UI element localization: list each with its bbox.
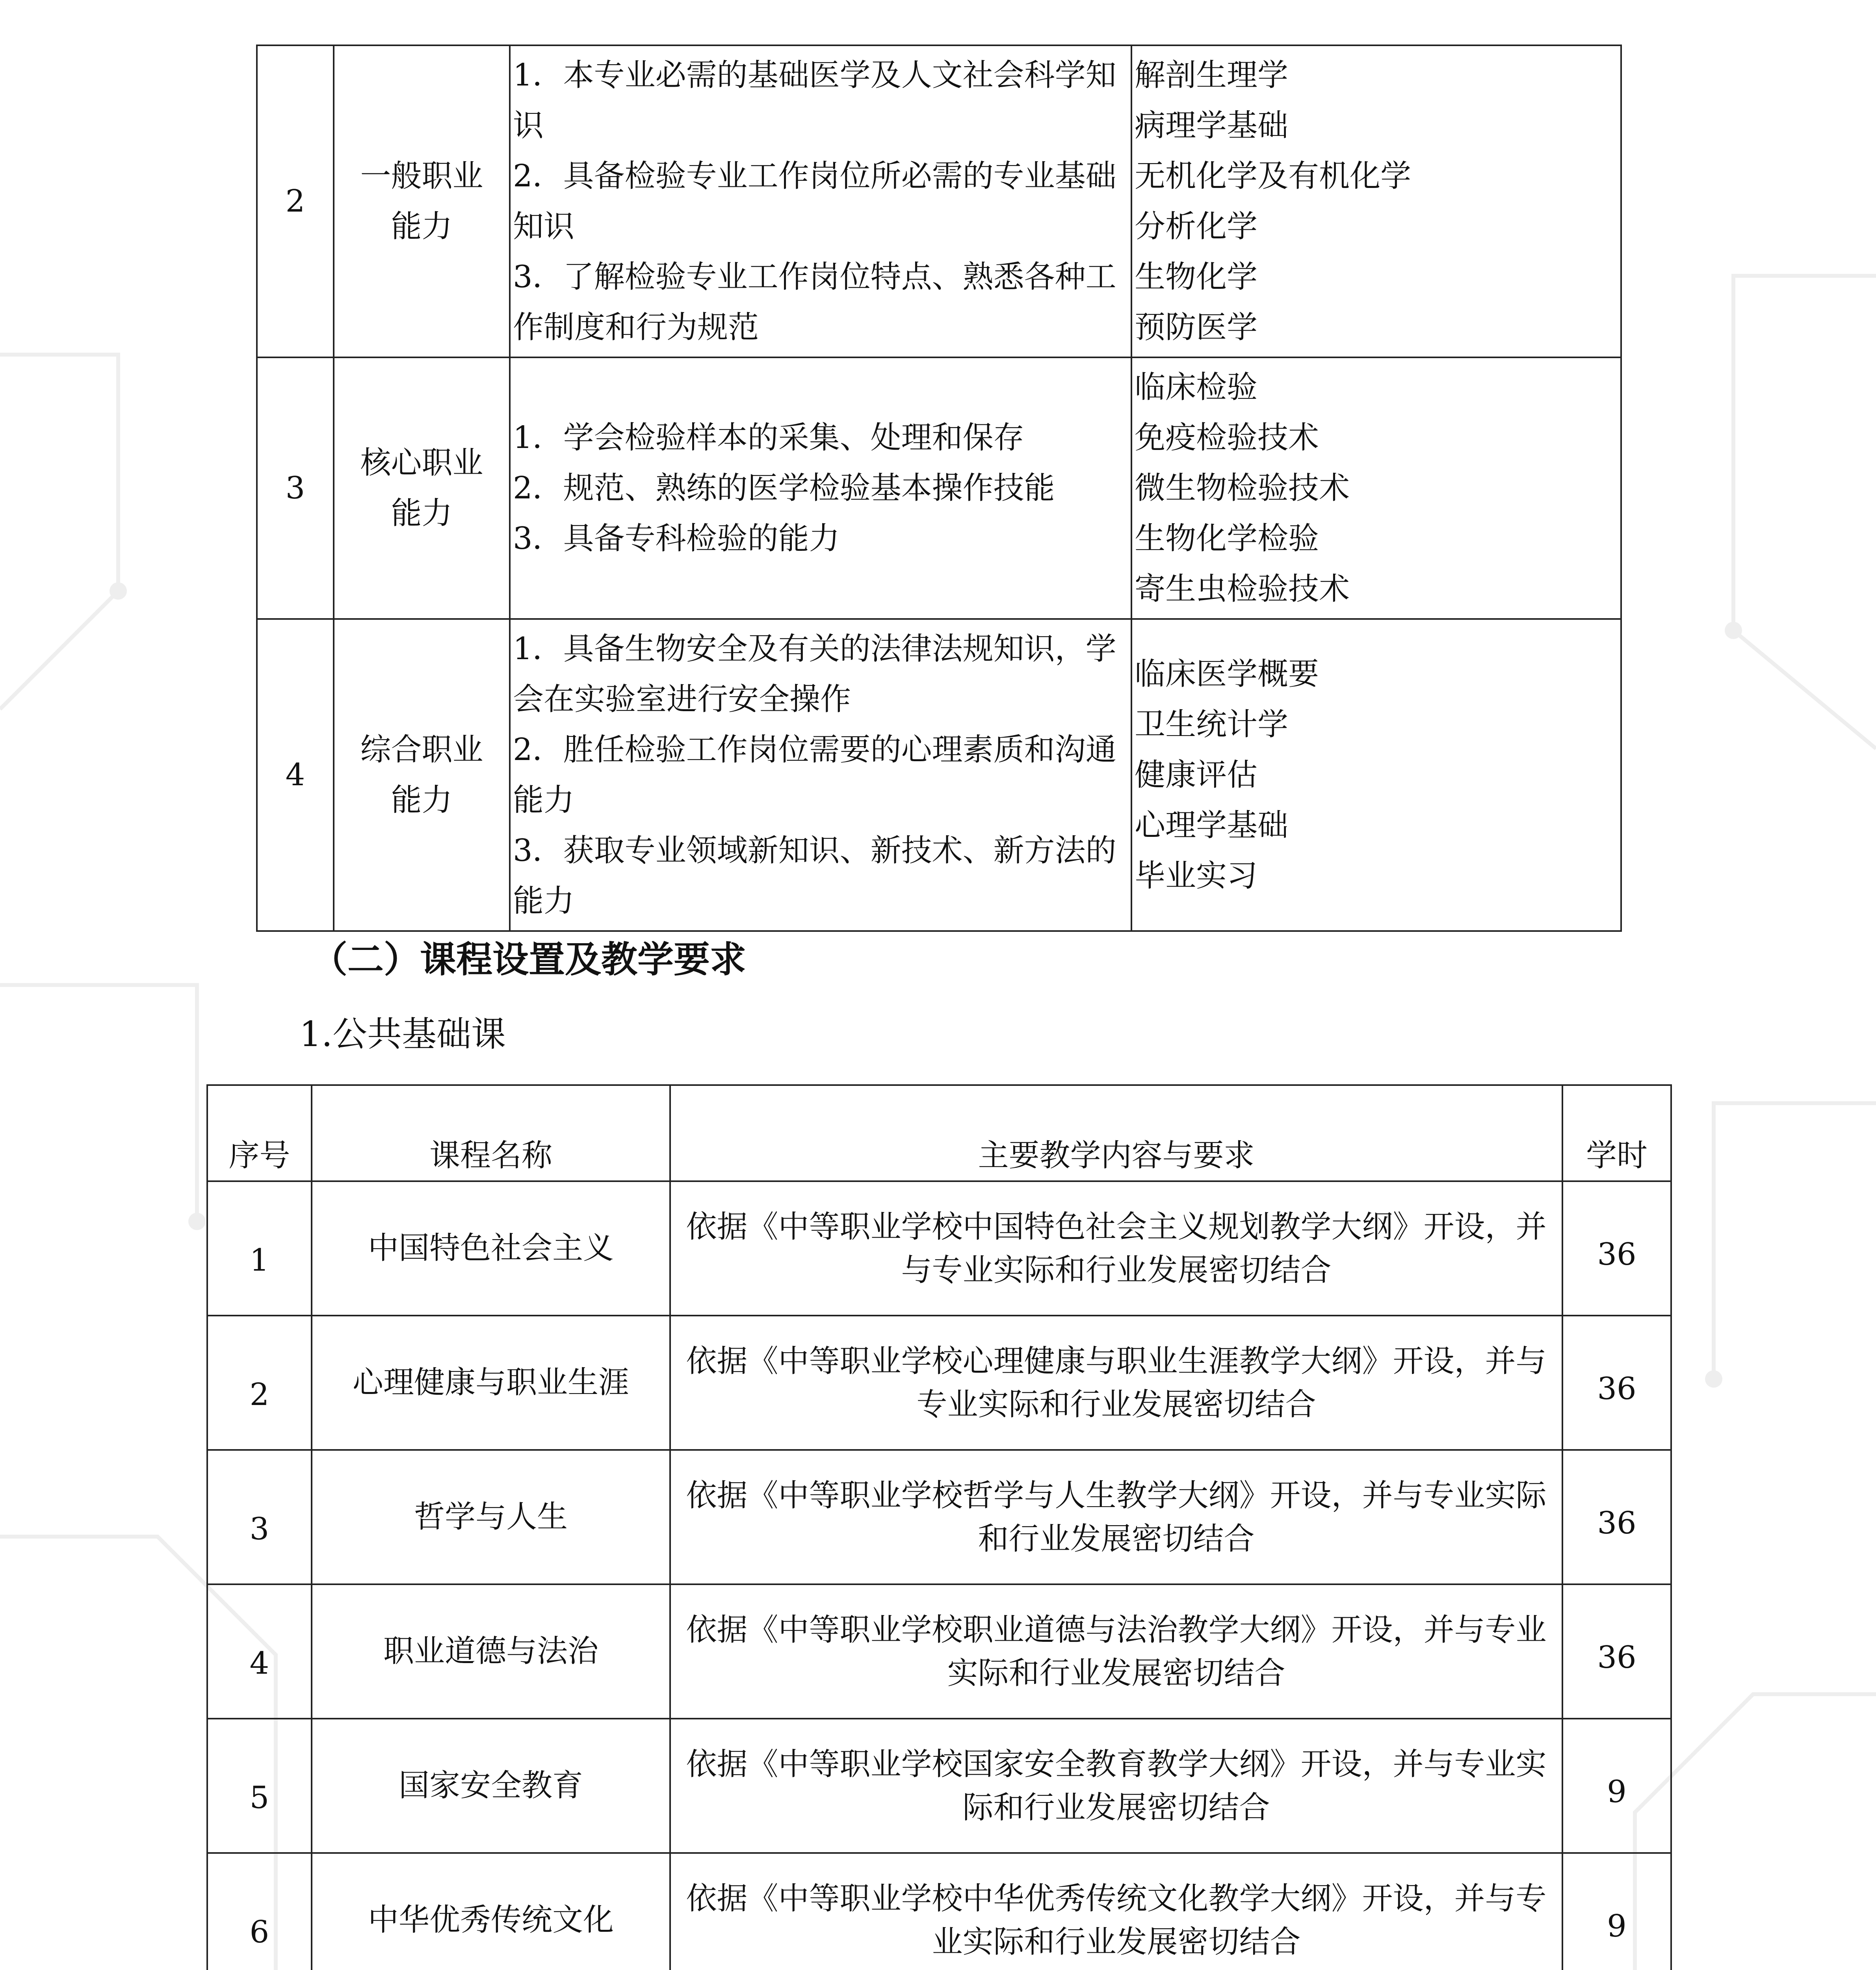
course-name: 哲学与人生 (312, 1450, 670, 1584)
section-heading: （二）课程设置及教学要求 (311, 938, 747, 981)
ability-name: 核心职业 能力 (334, 357, 510, 619)
ability-courses: 临床检验 免疫检验技术 微生物检验技术 生物化学检验 寄生虫检验技术 (1131, 357, 1621, 619)
ability-courses: 临床医学概要 卫生统计学 健康评估 心理学基础 毕业实习 (1131, 619, 1621, 931)
course-desc: 依据《中等职业学校哲学与人生教学大纲》开设，并与专业实际和行业发展密切结合 (670, 1450, 1562, 1584)
table-row (207, 1450, 1671, 1584)
ability-requirements: 1．本专业必需的基础医学及人文社会科学知识 2．具备检验专业工作岗位所必需的专业基础知识 3．了解检验专业工作岗位特点、熟悉各种工作制度和行为规范 (510, 45, 1131, 357)
course-num: 3 (207, 1450, 312, 1584)
course-desc: 依据《中等职业学校职业道德与法治教学大纲》开设，并与专业实际和行业发展密切结合 (670, 1584, 1562, 1719)
course-desc: 依据《中等职业学校中华优秀传统文化教学大纲》开设，并与专业实际和行业发展密切结合 (670, 1853, 1562, 1970)
table-row (257, 619, 1621, 931)
course-hours: 36 (1562, 1450, 1671, 1584)
course-name: 中华优秀传统文化 (312, 1853, 670, 1970)
row-number: 4 (257, 619, 334, 931)
course-hours: 9 (1562, 1719, 1671, 1853)
course-desc: 依据《中等职业学校国家安全教育教学大纲》开设，并与专业实际和行业发展密切结合 (670, 1719, 1562, 1853)
header-name: 课程名称 (312, 1085, 670, 1181)
table-row (207, 1719, 1671, 1853)
course-hours: 9 (1562, 1853, 1671, 1970)
abilities-table (256, 45, 1622, 932)
course-hours: 36 (1562, 1181, 1671, 1316)
ability-name: 综合职业 能力 (334, 619, 510, 931)
table-row (207, 1181, 1671, 1316)
table-row (257, 45, 1621, 357)
table-row (207, 1853, 1671, 1970)
table-row (257, 357, 1621, 619)
table-row (207, 1584, 1671, 1719)
ability-name: 一般职业 能力 (334, 45, 510, 357)
subsection-heading: 1.公共基础课 (299, 1014, 506, 1054)
ability-requirements: 1．具备生物安全及有关的法律法规知识，学会在实验室进行安全操作 2．胜任检验工作岗位需要的心理素质和沟通能力 3．获取专业领域新知识、新技术、新方法的能力 (510, 619, 1131, 931)
course-num: 6 (207, 1853, 312, 1970)
courses-table (206, 1084, 1672, 1970)
course-num: 1 (207, 1181, 312, 1316)
course-name: 心理健康与职业生涯 (312, 1316, 670, 1450)
course-num: 5 (207, 1719, 312, 1853)
header-hours: 学时 (1562, 1085, 1671, 1181)
header-desc: 主要教学内容与要求 (670, 1085, 1562, 1181)
course-desc: 依据《中等职业学校心理健康与职业生涯教学大纲》开设，并与专业实际和行业发展密切结合 (670, 1316, 1562, 1450)
course-name: 中国特色社会主义 (312, 1181, 670, 1316)
course-num: 2 (207, 1316, 312, 1450)
table-row (207, 1316, 1671, 1450)
header-num: 序号 (207, 1085, 312, 1181)
course-hours: 36 (1562, 1584, 1671, 1719)
course-hours: 36 (1562, 1316, 1671, 1450)
course-num: 4 (207, 1584, 312, 1719)
course-name: 国家安全教育 (312, 1719, 670, 1853)
course-desc: 依据《中等职业学校中国特色社会主义规划教学大纲》开设，并与专业实际和行业发展密切结合 (670, 1181, 1562, 1316)
ability-courses: 解剖生理学 病理学基础 无机化学及有机化学 分析化学 生物化学 预防医学 (1131, 45, 1621, 357)
row-number: 2 (257, 45, 334, 357)
course-name: 职业道德与法治 (312, 1584, 670, 1719)
ability-requirements: 1．学会检验样本的采集、处理和保存 2．规范、熟练的医学检验基本操作技能 3．具备专科检验的能力 (510, 357, 1131, 619)
row-number: 3 (257, 357, 334, 619)
table-header-row (207, 1085, 1671, 1181)
